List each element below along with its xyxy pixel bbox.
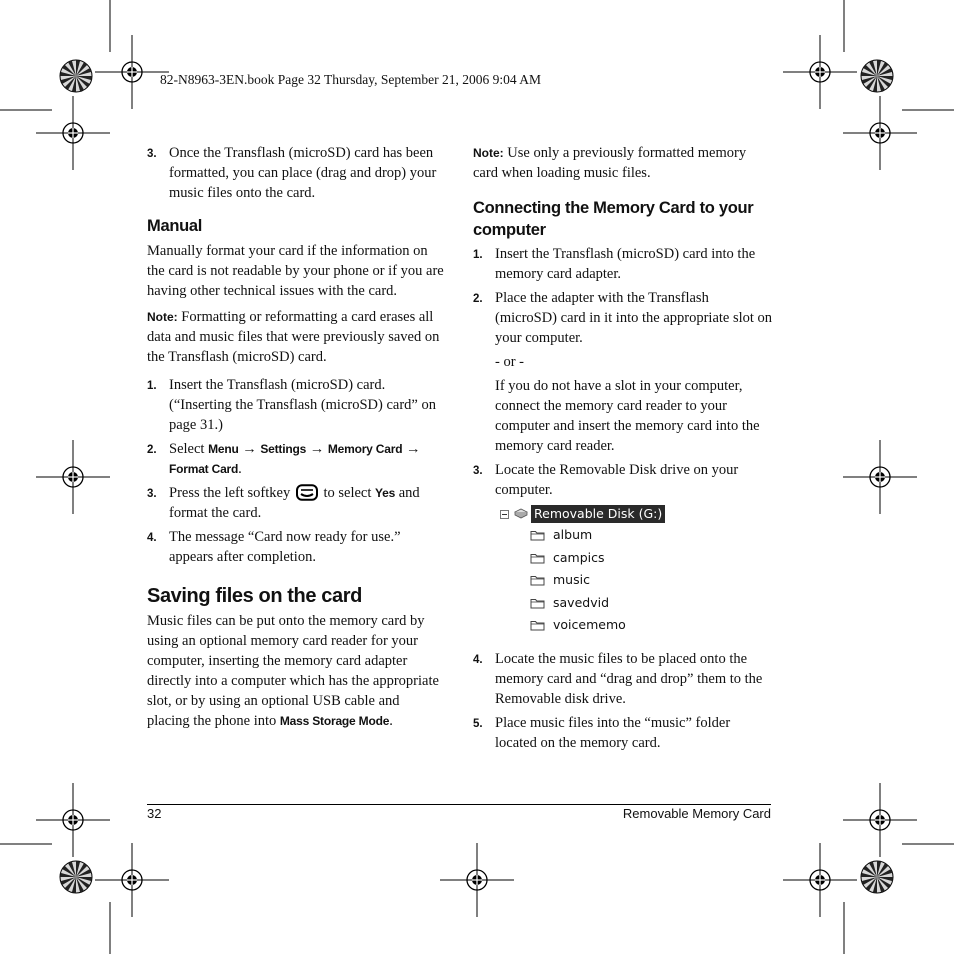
step-number: 2. (473, 293, 483, 305)
connect-step-4 (473, 649, 773, 709)
tree-folder-row[interactable] (530, 592, 773, 615)
right-column (473, 143, 773, 753)
step-number: 4. (147, 532, 157, 544)
format-note (147, 307, 444, 367)
step-text: Once the Transflash (microSD) card has been formatted, you can place (drag and drop) your music files onto the card. (169, 145, 437, 201)
connect-step-1 (473, 244, 773, 284)
paragraph-text: Music files can be put onto the memory card by using an optional memory card reader for your computer, inserting the memory card adapter directly into a computer which has the appropriate slot, or by using an optional USB cable and placing the phone into (147, 613, 439, 729)
folder-label[interactable]: campics (553, 549, 605, 565)
tree-folder-row[interactable] (530, 614, 773, 637)
tree-drive-row[interactable] (500, 504, 773, 524)
step-text: Insert the Transflash (microSD) card into the memory card adapter. (495, 246, 756, 282)
left-softkey-icon (296, 484, 318, 501)
drive-icon (513, 508, 529, 520)
folder-label[interactable]: album (553, 527, 593, 543)
arrow: → (402, 441, 421, 457)
drive-label[interactable]: Removable Disk (G:) (531, 505, 665, 523)
step-mid: to select (319, 485, 376, 501)
menu-path-memory-card: Memory Card (327, 442, 403, 456)
paragraph-end: . (389, 713, 393, 729)
step-number: 1. (147, 380, 157, 392)
step-text: Place the adapter with the Transflash (microSD) card in it into the appropriate slot on your computer. (495, 290, 773, 346)
collapse-box-icon[interactable] (500, 510, 509, 519)
chapter-title: Removable Memory Card (622, 806, 771, 821)
or-separator: - or - (495, 354, 524, 370)
step-alt-text: If you do not have a slot in your computer, connect the memory card reader to your computer and insert the memory card into the memory card reader. (495, 378, 760, 454)
manual-heading: Manual (147, 217, 203, 235)
folder-icon (530, 552, 545, 564)
step-prefix: Select (169, 441, 209, 457)
manual-step-3 (147, 483, 444, 523)
note-label: Note: (473, 146, 504, 160)
menu-path-format-card: Format Card (169, 462, 239, 476)
loading-note (473, 143, 773, 183)
menu-path-settings: Settings (260, 442, 307, 456)
step-number: 2. (147, 444, 157, 456)
manual-step-1 (147, 375, 444, 435)
step-number: 1. (473, 249, 483, 261)
connecting-heading: Connecting the Memory Card to your computer (473, 199, 754, 239)
folder-label[interactable]: voicememo (553, 617, 626, 633)
tree-folder-row[interactable] (530, 524, 773, 547)
step-text: The message “Card now ready for use.” appears after completion. (169, 529, 401, 565)
step-number: 4. (473, 653, 483, 666)
step-3-formatted (147, 143, 444, 203)
note-text: Formatting or reformatting a card erases all data and music files that were previously saved on the Transflash (microSD) card. (147, 309, 440, 365)
page-number: 32 (147, 806, 162, 821)
folder-icon (530, 597, 545, 609)
folder-icon (530, 619, 545, 631)
step-text: Insert the Transflash (microSD) card. (“Inserting the Transflash (microSD) card” on page 31.) (169, 377, 436, 433)
step-prefix: Press the left softkey (169, 485, 294, 501)
explorer-tree (500, 504, 773, 637)
step-number: 5. (473, 717, 483, 730)
step-number: 3. (147, 148, 157, 160)
tree-folder-row[interactable] (530, 547, 773, 570)
tree-folder-row[interactable] (530, 569, 773, 592)
folder-icon (530, 529, 545, 541)
arrow: → (238, 441, 261, 457)
folder-label[interactable]: savedvid (553, 594, 609, 610)
step-text: Locate the music files to be placed onto the memory card and “drag and drop” them to the Removable disk drive. (495, 650, 763, 707)
connect-step-5 (473, 713, 773, 753)
menu-path-menu: Menu (208, 442, 239, 456)
step-text: Locate the Removable Disk drive on your computer. (495, 462, 739, 498)
step-end: . (238, 461, 242, 477)
note-text: Use only a previously formatted memory card when loading music files. (473, 145, 747, 181)
saving-files-paragraph (147, 611, 444, 731)
left-column (147, 143, 444, 731)
folder-list (500, 524, 773, 637)
step-number: 3. (147, 488, 157, 500)
step-text: Place music files into the “music” folder located on the memory card. (495, 714, 731, 751)
step-end: and format the card. (169, 485, 420, 521)
manual-step-2 (147, 439, 444, 479)
connect-step-3 (473, 460, 773, 500)
manual-step-4 (147, 527, 444, 567)
folder-icon (530, 574, 545, 586)
arrow: → (306, 441, 328, 457)
footer-rule (147, 804, 771, 805)
print-header: 82-N8963-3EN.book Page 32 Thursday, September 21, 2006 9:04 AM (160, 72, 541, 87)
connect-step-2 (473, 288, 773, 456)
note-label: Note: (147, 310, 178, 324)
section-heading-saving-files: Saving files on the card (147, 585, 362, 607)
manual-paragraph: Manually format your card if the information on the card is not readable by your phone or if you are having other technical issues with the card. (147, 243, 444, 299)
mass-storage-mode: Mass Storage Mode (279, 714, 390, 728)
yes-option: Yes (375, 486, 396, 500)
step-number: 3. (473, 465, 483, 477)
folder-label[interactable]: music (553, 572, 590, 588)
